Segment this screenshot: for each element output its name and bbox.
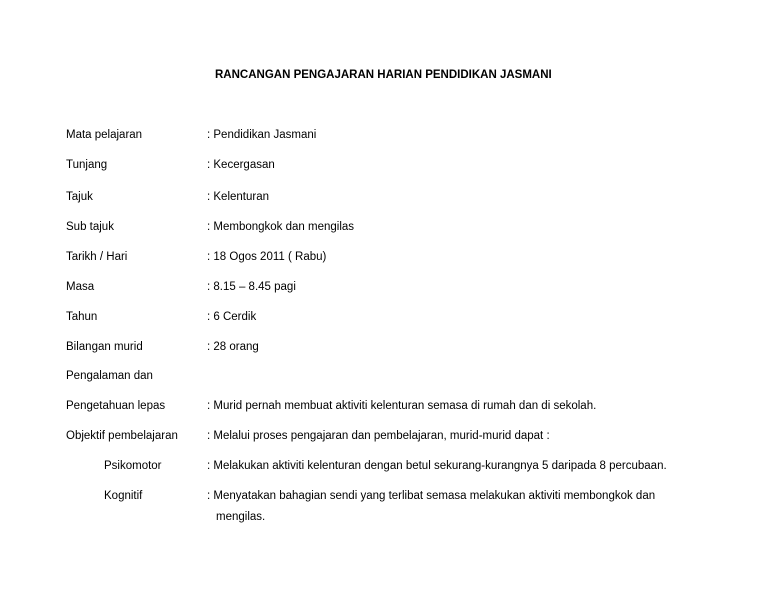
value-tahun: : 6 Cerdik (207, 311, 257, 323)
label-tarikh-hari: Tarikh / Hari (66, 251, 128, 263)
label-tunjang: Tunjang (66, 159, 108, 171)
label-kognitif: Kognitif (104, 490, 143, 502)
label-tahun: Tahun (66, 311, 98, 323)
value-sub-tajuk: : Membongkok dan mengilas (207, 221, 355, 233)
label-psikomotor: Psikomotor (104, 460, 162, 472)
label-sub-tajuk: Sub tajuk (66, 221, 114, 233)
value-tajuk: : Kelenturan (207, 191, 270, 203)
value-kognitif-continuation: mengilas. (216, 511, 266, 523)
label-tajuk: Tajuk (66, 191, 93, 203)
label-objektif-pembelajaran: Objektif pembelajaran (66, 430, 178, 442)
label-mata-pelajaran: Mata pelajaran (66, 129, 143, 141)
value-kognitif: : Menyatakan bahagian sendi yang terlibat semasa melakukan aktiviti membongkok dan (207, 490, 656, 502)
value-objektif-pembelajaran: : Melalui proses pengajaran dan pembelajaran, murid-murid dapat : (207, 430, 550, 442)
label-pengalaman-dan: Pengalaman dan (66, 370, 153, 382)
value-tunjang: : Kecergasan (207, 159, 275, 171)
value-tarikh-hari: : 18 Ogos 2011 ( Rabu) (207, 251, 327, 263)
label-bilangan-murid: Bilangan murid (66, 341, 143, 353)
label-masa: Masa (66, 281, 95, 293)
value-pengetahuan-lepas: : Murid pernah membuat aktiviti kelenturan semasa di rumah dan di sekolah. (207, 400, 597, 412)
value-psikomotor: : Melakukan aktiviti kelenturan dengan betul sekurang-kurangnya 5 daripada 8 percubaan. (207, 460, 667, 472)
value-bilangan-murid: : 28 orang (207, 341, 259, 353)
label-pengetahuan-lepas: Pengetahuan lepas (66, 400, 166, 412)
document-title: RANCANGAN PENGAJARAN HARIAN PENDIDIKAN JASMANI (215, 69, 552, 81)
value-masa: : 8.15 – 8.45 pagi (207, 281, 296, 293)
value-mata-pelajaran: : Pendidikan Jasmani (207, 129, 317, 141)
